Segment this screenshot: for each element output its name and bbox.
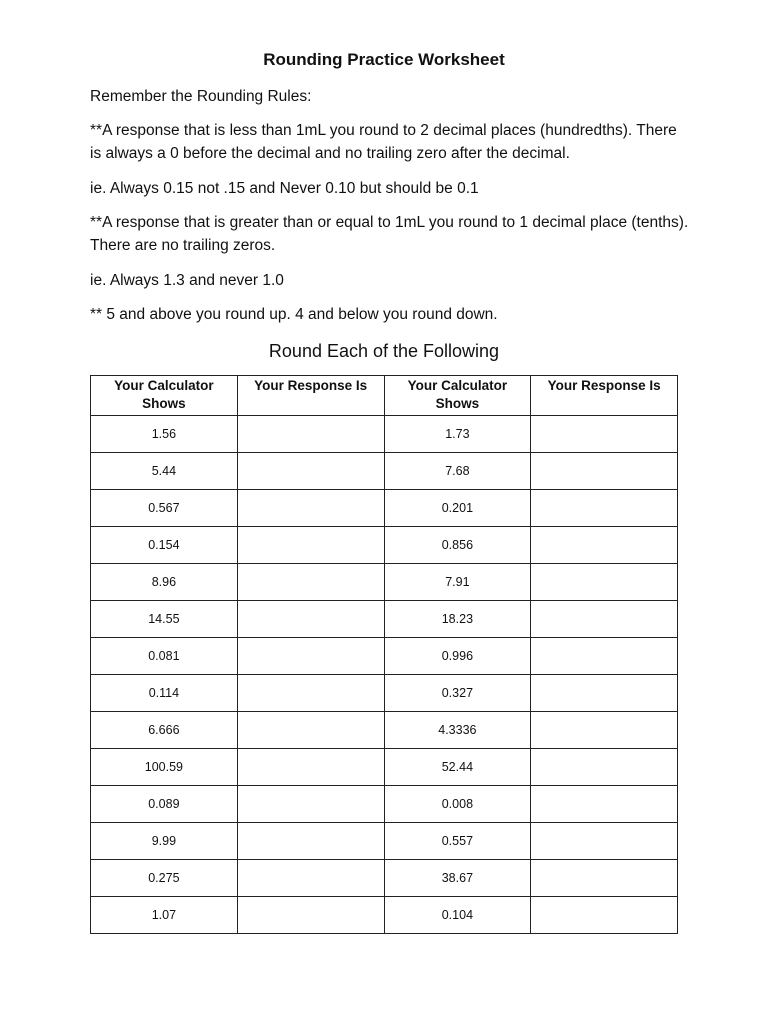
rule-example-2: ie. Always 1.3 and never 1.0 [90, 272, 284, 289]
response-cell-right[interactable] [531, 490, 678, 527]
calculator-value-right: 38.67 [384, 860, 531, 897]
response-cell-right[interactable] [531, 823, 678, 860]
response-cell-left[interactable] [237, 490, 384, 527]
calculator-value-right: 7.68 [384, 453, 531, 490]
calculator-value-right: 0.996 [384, 638, 531, 675]
response-cell-right[interactable] [531, 527, 678, 564]
response-cell-left[interactable] [237, 416, 384, 453]
table-row [91, 416, 678, 453]
calculator-value-left: 100.59 [91, 749, 238, 786]
calculator-value-right: 4.3336 [384, 712, 531, 749]
calculator-value-left: 8.96 [91, 564, 238, 601]
table-header-row [91, 376, 678, 416]
table-row [91, 490, 678, 527]
response-cell-right[interactable] [531, 453, 678, 490]
calculator-value-left: 9.99 [91, 823, 238, 860]
rule-example-1: ie. Always 0.15 not .15 and Never 0.10 but should be 0.1 [90, 180, 479, 197]
rule-greater-equal-1ml: **A response that is greater than or equal to 1mL you round to 1 decimal place (tenths). There are no trailing zeros. [90, 214, 689, 254]
section-heading: Round Each of the Following [268, 341, 500, 361]
response-cell-left[interactable] [237, 564, 384, 601]
response-cell-right[interactable] [531, 564, 678, 601]
table-row [91, 823, 678, 860]
header-response-left: Your Response Is [237, 376, 384, 416]
calculator-value-left: 0.154 [91, 527, 238, 564]
response-cell-left[interactable] [237, 897, 384, 934]
response-cell-right[interactable] [531, 749, 678, 786]
response-cell-right[interactable] [531, 897, 678, 934]
calculator-value-right: 7.91 [384, 564, 531, 601]
table-row [91, 601, 678, 638]
response-cell-right[interactable] [531, 712, 678, 749]
calculator-value-right: 0.327 [384, 675, 531, 712]
response-cell-left[interactable] [237, 453, 384, 490]
table-row [91, 453, 678, 490]
calculator-value-left: 1.56 [91, 416, 238, 453]
response-cell-right[interactable] [531, 638, 678, 675]
response-cell-right[interactable] [531, 675, 678, 712]
header-calculator-shows-left: Your Calculator Shows [91, 376, 238, 416]
response-cell-right[interactable] [531, 786, 678, 823]
calculator-value-right: 52.44 [384, 749, 531, 786]
table-row [91, 527, 678, 564]
response-cell-left[interactable] [237, 638, 384, 675]
header-calculator-shows-right: Your Calculator Shows [384, 376, 531, 416]
calculator-value-left: 0.114 [91, 675, 238, 712]
table-row [91, 897, 678, 934]
calculator-value-left: 6.666 [91, 712, 238, 749]
table-row [91, 860, 678, 897]
table-row [91, 564, 678, 601]
response-cell-left[interactable] [237, 823, 384, 860]
response-cell-left[interactable] [237, 601, 384, 638]
calculator-value-left: 0.567 [91, 490, 238, 527]
response-cell-right[interactable] [531, 416, 678, 453]
table-row [91, 675, 678, 712]
rules-intro: Remember the Rounding Rules: [90, 88, 312, 105]
response-cell-right[interactable] [531, 601, 678, 638]
calculator-value-right: 0.104 [384, 897, 531, 934]
calculator-value-right: 0.856 [384, 527, 531, 564]
response-cell-left[interactable] [237, 712, 384, 749]
table-body [91, 416, 678, 934]
rule-less-than-1ml: **A response that is less than 1mL you round to 2 decimal places (hundredths). There is always a 0 before the decimal and no trailing zero after the decimal. [90, 122, 677, 162]
calculator-value-left: 0.089 [91, 786, 238, 823]
calculator-value-right: 18.23 [384, 601, 531, 638]
page-title: Rounding Practice Worksheet [263, 50, 505, 69]
calculator-value-right: 1.73 [384, 416, 531, 453]
response-cell-left[interactable] [237, 675, 384, 712]
rounding-table [90, 375, 678, 934]
table-row [91, 786, 678, 823]
calculator-value-left: 14.55 [91, 601, 238, 638]
calculator-value-right: 0.201 [384, 490, 531, 527]
header-response-right: Your Response Is [531, 376, 678, 416]
table-row [91, 712, 678, 749]
response-cell-left[interactable] [237, 786, 384, 823]
calculator-value-left: 1.07 [91, 897, 238, 934]
table-row [91, 749, 678, 786]
calculator-value-left: 5.44 [91, 453, 238, 490]
table-row [91, 638, 678, 675]
rule-round-up-down: ** 5 and above you round up. 4 and below you round down. [90, 306, 498, 323]
response-cell-right[interactable] [531, 860, 678, 897]
response-cell-left[interactable] [237, 860, 384, 897]
calculator-value-left: 0.081 [91, 638, 238, 675]
response-cell-left[interactable] [237, 749, 384, 786]
calculator-value-left: 0.275 [91, 860, 238, 897]
calculator-value-right: 0.008 [384, 786, 531, 823]
response-cell-left[interactable] [237, 527, 384, 564]
calculator-value-right: 0.557 [384, 823, 531, 860]
